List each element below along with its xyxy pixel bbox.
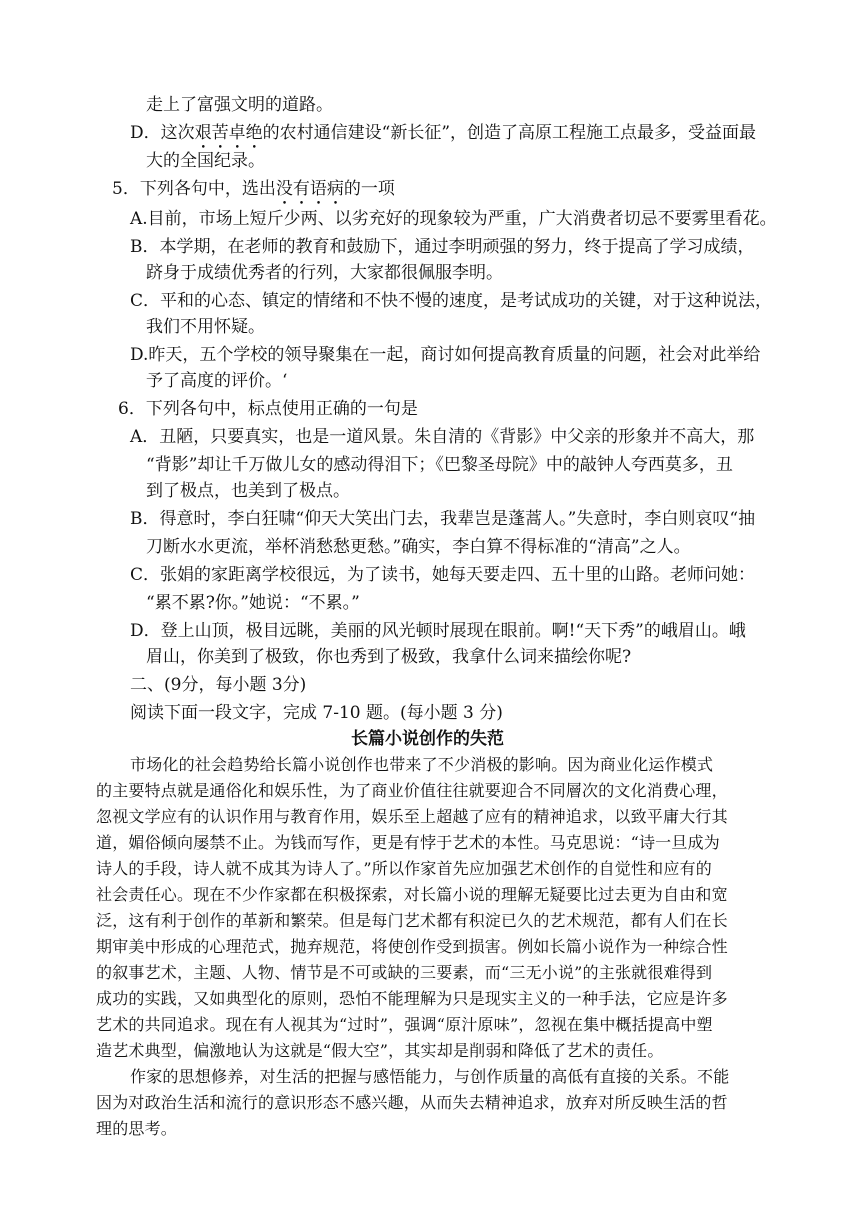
option-c-continuation: 走上了富强文明的道路。: [146, 95, 333, 115]
passage-line-4: 道，媚俗倾向屡禁不止。为钱而写作，更是有悖于艺术的本性。马克思说：“诗一旦成为: [96, 833, 720, 852]
option-d-line-2: 大的全国纪录。: [146, 151, 265, 171]
passage-line-6: 社会责任心。现在不少作家都在积极探索，对长篇小说的理解无疑要比过去更为自由和宽: [96, 885, 728, 904]
passage-line-8: 期审美中形成的心理范式，抛弃规范，将使创作受到损害。例如长篇小说作为一种综合性: [96, 937, 728, 956]
q6-option-a-line-1: A．丑陋，只要真实，也是一道风景。朱自清的《背影》中父亲的形象并不高大，那: [130, 427, 755, 447]
passage-line-10: 成功的实践，又如典型化的原则，恐怕不能理解为只是现实主义的一种手法，它应是许多: [96, 989, 728, 1008]
passage-line-5: 诗人的手段，诗人就不成其为诗人了。”所以作家首先应加强艺术创作的自觉性和应有的: [96, 859, 712, 878]
q6-option-c-line-1: C．张娟的家距离学校很远，为了读书，她每天要走四、五十里的山路。老师问她：: [130, 565, 756, 585]
reading-instruction: 阅读下面一段文字，完成 7-10 题。(每小题 3 分): [130, 703, 503, 723]
q5-option-b-line-1: B．本学期，在老师的教育和鼓励下，通过李明顽强的努力，终于提高了学习成绩，: [130, 237, 755, 257]
q6-option-d-line-2: 眉山，你美到了极致，你也秀到了极致，我拿什么词来描绘你呢?: [146, 647, 632, 667]
q6-option-a-line-3: 到了极点，也美到了极点。: [146, 481, 350, 501]
passage-line-7: 泛，这有利于创作的革新和繁荣。但是每门艺术都有积淀已久的艺术规范，都有人们在长: [96, 911, 728, 930]
question-5-suffix: 的一项: [343, 179, 395, 199]
question-6-stem: 6．下列各句中，标点使用正确的一句是: [118, 399, 418, 419]
question-5-stem: [112, 176, 395, 209]
passage-line-3: 忽视文学应有的认识作用与教育作用，娱乐至上超越了应有的精神追求，以致平庸大行其: [96, 807, 728, 826]
passage-title: 长篇小说创作的失范: [351, 729, 504, 749]
q6-option-b-line-2: 刀断水水更流，举杯消愁愁更愁。”确实，李白算不得标准的“清高”之人。: [146, 537, 691, 557]
passage-line-15: 理的思考。: [96, 1119, 178, 1138]
q5-option-d-line-2: 予了高度的评价。‘: [146, 371, 288, 391]
passage-line-1: 市场化的社会趋势给长篇小说创作也带来了不少消极的影响。因为商业化运作模式: [130, 755, 714, 774]
emphasized-keyword: 没有语病: [275, 179, 344, 199]
q5-option-a: A.目前，市场上短斤少两、以劣充好的现象较为严重，广大消费者切忌不要雾里看花。: [130, 209, 777, 229]
q6-option-d-line-1: D．登上山顶，极目远眺，美丽的风光顿时展现在眼前。啊!“天下秀”的峨眉山。峨: [130, 621, 746, 641]
q5-option-c-line-1: C．平和的心态、镇定的情绪和不快不慢的速度，是考试成功的关键，对于这种说法，: [130, 291, 773, 311]
q5-option-d-line-1: D.昨天，五个学校的领导聚集在一起，商讨如何提高教育质量的问题，社会对此举给: [130, 345, 761, 365]
q6-option-a-line-2: “背影”却让千万做儿女的感动得泪下；《巴黎圣母院》中的敲钟人夸西莫多，丑: [146, 455, 733, 475]
question-5-prefix: 5．下列各句中，选出: [112, 179, 276, 199]
passage-line-2: 的主要特点就是通俗化和娱乐性，为了商业价值往往就要迎合不同層次的文化消费心理，: [96, 781, 728, 800]
q5-option-c-line-2: 我们不用怀疑。: [146, 317, 265, 337]
passage-line-14: 因为对政治生活和流行的意识形态不感兴趣，从而失去精神追求，放弃对所反映生活的哲: [96, 1093, 728, 1112]
passage-line-9: 的叙事艺术，主题、人物、情节是不可或缺的三要素，而“三无小说”的主张就很难得到: [96, 963, 713, 982]
passage-line-11: 艺术的共同追求。现在有人视其为“过时”，强调“原汁原味”，忽视在集中概括提高中塑: [96, 1015, 713, 1034]
q6-option-c-line-2: “累不累?你。”她说：“不累。”: [146, 593, 360, 613]
passage-line-12: 造艺术典型，偏激地认为这就是“假大空”，其实却是削弱和降低了艺术的责任。: [96, 1041, 664, 1060]
passage-line-13: 作家的思想修养，对生活的把握与感悟能力，与创作质量的高低有直接的关系。不能: [130, 1067, 730, 1086]
q5-option-b-line-2: 跻身于成绩优秀者的行列，大家都很佩服李明。: [146, 263, 503, 283]
option-d-rest: 的农村通信建设“新长征”，创造了高原工程施工点最多，受益面最: [262, 123, 757, 143]
section-two-heading: 二、(9分，每小题 3分): [130, 675, 307, 695]
q6-option-b-line-1: B．得意时，李白狂啸“仰天大笑出门去，我辈岂是蓬蒿人。”失意时，李白则哀叹“抽: [130, 509, 756, 529]
option-d-prefix: D．这次: [130, 123, 195, 143]
emphasized-phrase: 艰苦卓绝: [194, 123, 263, 143]
